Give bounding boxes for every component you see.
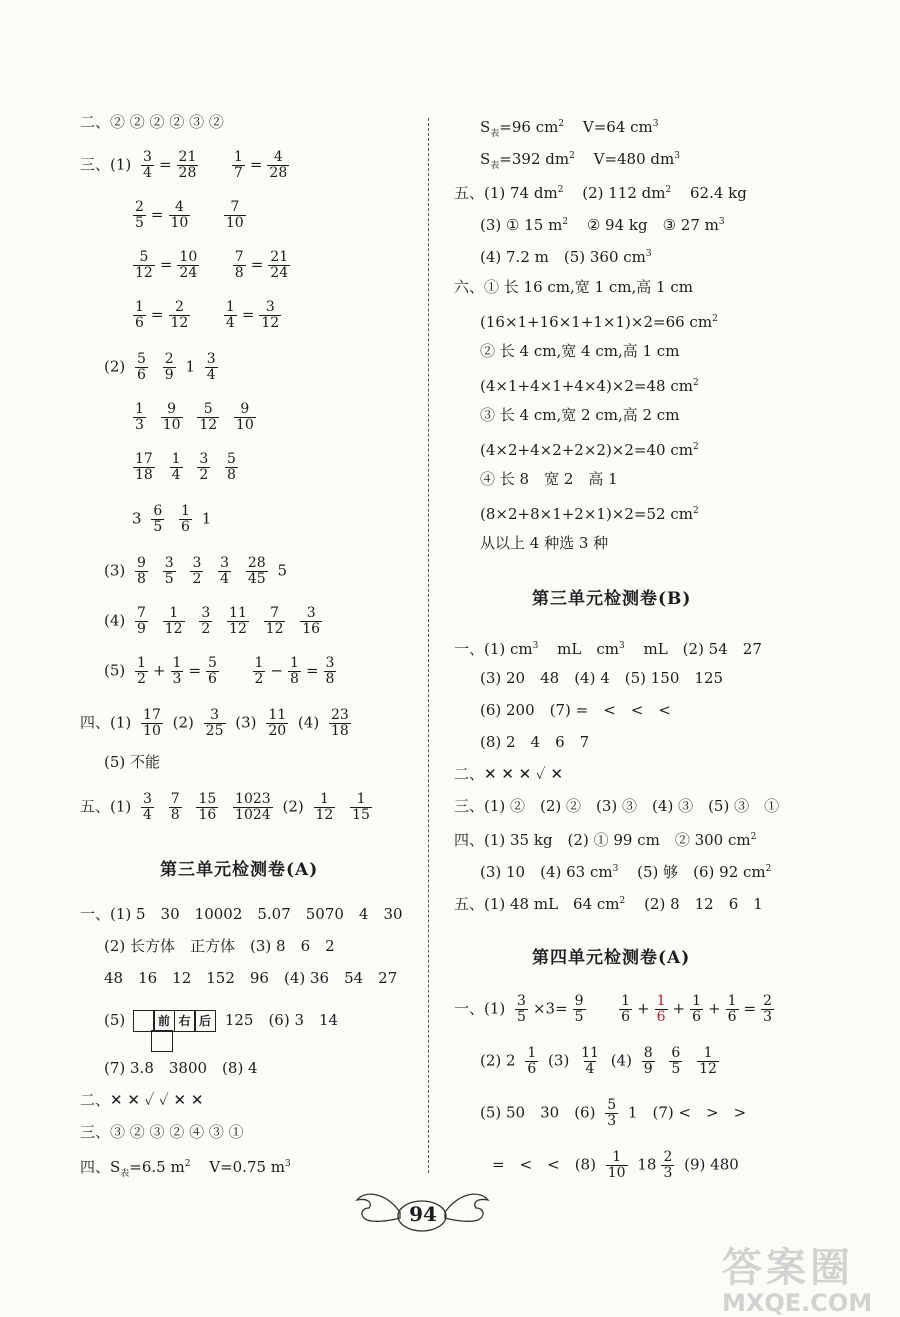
answer-line: 四、$S_表=6.5$ $m^2$ V=0.75 $m^3$ [80,1158,291,1179]
answer-line: (2) 长方体 正方体 (3) 8 6 2 [104,937,335,955]
answer-line: (3) ① 15 $m^2$ ② 94 kg ③ 27 $m^3$ [480,216,725,234]
net-cell: 右 [174,1010,196,1032]
section-heading: 第四单元检测卷(A) [532,948,691,968]
answer-line: 二、② ② ② ② ③ ② [80,113,224,131]
answer-line: 三、(1) ② (2) ② (3) ③ (4) ③ (5) ③ ① [454,797,780,815]
answer-line: (5) 前 右 后 125 (6) 3 14 [104,1010,338,1032]
answer-line: 二、✕ ✕ ✕ ✓ ✕ [454,765,564,783]
page-number: 94 [409,1202,437,1226]
fraction-row: = < < (8) $\frac{1}{10}$ 18 $\frac{2}{3}$ (9) 480 [492,1149,739,1181]
fraction-row: (2) 2 $\frac{1}{6}$ (3) $\frac{11}{4}$ (4) $\frac{8}{9}$ $\frac{6}{5}$ $\frac{1}{12}$ [480,1045,717,1077]
answer-line: $S_表=96$ $cm^2$ V=64 $cm^3$ [480,118,659,139]
net-cell: 后 [194,1010,216,1032]
answer-line: 六、① 长 16 cm,宽 1 cm,高 1 cm [454,278,693,296]
answer-line: (8×2+8×1+2×1)×2=52 $cm^2$ [480,505,699,523]
answer-line: ④ 长 8 宽 2 高 1 [480,470,618,488]
watermark-url: MXQE.COM [722,1289,873,1317]
answer-line: (3) 10 (4) 63 $cm^3$ (5) 够 (6) 92 $cm^2$ [480,863,772,881]
fraction-row: $\frac{5}{12}$ = $\frac{10}{24}$ $\frac{7}{8}$ = $\frac{21}{24}$ [135,249,289,281]
answer-line: 从以上 4 种选 3 种 [480,534,609,552]
fraction-row: $\frac{1}{6}$ = $\frac{2}{12}$ $\frac{1}{4}$ = $\frac{3}{12}$ [135,299,280,331]
net-cell [151,1030,173,1052]
fraction-row: (2) $\frac{5}{6}$ $\frac{2}{9}$ 1 $\frac{3}{4}$ [104,351,216,383]
answer-line: (8) 2 4 6 7 [480,733,590,751]
fraction-row: 3 $\frac{6}{5}$ $\frac{1}{6}$ 1 [132,503,212,535]
fraction-row: (5) 50 30 (6) $\frac{5}{3}$ 1 (7) < > > [480,1097,747,1129]
answer-line: 一、(1) 5 30 10002 5.07 5070 4 30 [80,905,403,923]
fraction-row: $\frac{2}{5}$ = $\frac{4}{10}$ $\frac{7}{10}$ [135,199,244,231]
fraction-row: $\frac{1}{3}$ $\frac{9}{10}$ $\frac{5}{12}$ $\frac{9}{10}$ [135,401,254,433]
section-heading: 第三单元检测卷(B) [532,589,692,609]
answer-line: 五、(1) 48 mL 64 $cm^2$ (2) 8 12 6 1 [454,895,763,913]
column-divider [428,118,429,1173]
answer-line: 五、(1) 74 $dm^2$ (2) 112 $dm^2$ 62.4 kg [454,184,747,202]
answer-line: 一、(1) $cm^3$ mL $cm^3$ mL (2) 54 27 [454,640,762,658]
fraction-row: (5) $\frac{1}{2}$ + $\frac{1}{3}$ = $\frac{5}{6}$ $\frac{1}{2}$ − $\frac{1}{8}$ = $\frac{3}{8}$ [104,655,335,687]
answer-line: $S_表=392$ $dm^2$ V=480 $dm^3$ [480,150,680,171]
fraction-row: (3) $\frac{9}{8}$ $\frac{3}{5}$ $\frac{3}{2}$ $\frac{3}{4}$ $\frac{28}{45}$ 5 [104,555,287,587]
watermark-logo: 答案圈 [722,1245,854,1291]
answer-line: (4×1+4×1+4×4)×2=48 $cm^2$ [480,377,699,395]
fraction-row: $\frac{17}{18}$ $\frac{1}{4}$ $\frac{3}{2}$ $\frac{5}{8}$ [135,451,236,483]
fraction-row: 一、(1) $\frac{3}{5}$ ×3= $\frac{9}{5}$ $\frac{1}{6}$ + $\frac{1}{6}$ + $\frac{1}{6}$ + $\frac{1}{6}$ = $\frac{2}{3}$ [454,993,773,1025]
answer-line: (4) 7.2 m (5) 360 $cm^3$ [480,248,652,266]
page-number-badge [355,1182,490,1242]
net-cell [133,1010,155,1032]
answer-line: 四、(1) 35 kg (2) ① 99 cm ② 300 $cm^2$ [454,831,757,849]
answer-line: (5) 不能 [104,753,161,771]
fraction-row: (4) $\frac{7}{9}$ $\frac{1}{12}$ $\frac{3}{2}$ $\frac{11}{12}$ $\frac{7}{12}$ $\frac{3}{16}$ [104,605,321,637]
answer-line: (16×1+16×1+1×1)×2=66 $cm^2$ [480,313,718,331]
answer-line: 48 16 12 152 96 (4) 36 54 27 [104,969,398,987]
answer-line: ③ 长 4 cm,宽 2 cm,高 2 cm [480,406,680,424]
answer-line: (7) 3.8 3800 (8) 4 [104,1059,258,1077]
answer-line: (3) 20 48 (4) 4 (5) 150 125 [480,669,724,687]
fraction-row: 五、(1) $\frac{3}{4}$ $\frac{7}{8}$ $\frac{15}{16}$ $\frac{1023}{1024}$ (2) $\frac{1}{12}$ $\frac{1}{15}$ [80,791,370,823]
net-diagram [134,1010,216,1032]
answer-line: 二、✕ ✕ ✓ ✓ ✕ ✕ [80,1091,204,1109]
fraction-row: 四、(1) $\frac{17}{10}$ (2) $\frac{3}{25}$ (3) $\frac{11}{20}$ (4) $\frac{23}{18}$ [80,707,349,739]
watermark [722,1236,892,1317]
answer-line: (4×2+4×2+2×2)×2=40 $cm^2$ [480,441,699,459]
answer-line: 三、③ ② ③ ② ④ ③ ① [80,1123,244,1141]
net-cell: 前 [153,1010,175,1032]
fraction-row: 三、(1) $\frac{3}{4}$ = $\frac{21}{28}$ $\frac{1}{7}$ = $\frac{4}{28}$ [80,149,288,181]
answer-line: (6) 200 (7) = < < < [480,701,671,719]
answer-line: ② 长 4 cm,宽 4 cm,高 1 cm [480,342,680,360]
section-heading: 第三单元检测卷(A) [160,860,319,880]
